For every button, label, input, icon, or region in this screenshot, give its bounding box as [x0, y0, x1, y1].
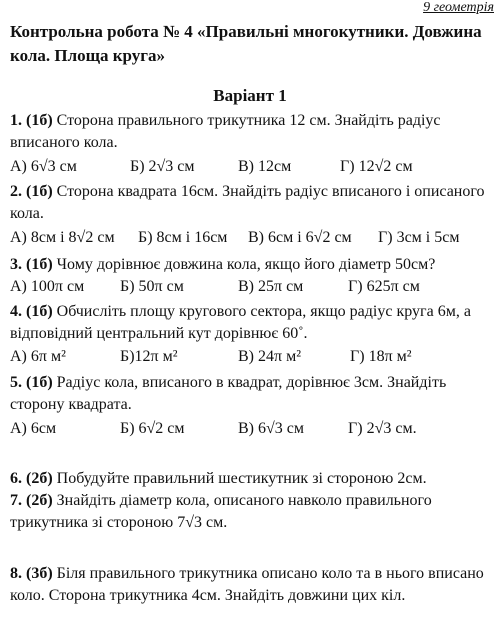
question-4: [10, 301, 492, 345]
answer-b: Б) 8см і 16см: [138, 229, 228, 246]
variant-heading: Варіант 1: [213, 86, 287, 105]
question-text: Біля правильного трикутника описано коло та в нього вписано коло. Сторона трикутника 4см. Знайдіть довжини цих кіл.: [10, 565, 484, 604]
answer-v: В) 6√3 см: [238, 420, 305, 437]
question-8: [10, 563, 492, 607]
question-number: 4. (1б): [10, 303, 53, 320]
answer-v: В) 6см і 6√2 см: [248, 229, 352, 246]
question-3: [10, 254, 492, 276]
question-text: Сторона квадрата 16см. Знайдіть радіус вписаного і описаного кола.: [10, 183, 485, 222]
answers-1: [10, 158, 498, 180]
answer-a: А) 6см: [10, 420, 57, 437]
answer-b: Б)12π м²: [120, 348, 178, 365]
test-title: Контрольна робота № 4 «Правильні многокутники. Довжина кола. Площа круга»: [10, 22, 482, 65]
answer-v: В) 25π см: [238, 278, 304, 295]
question-1: [10, 110, 492, 154]
question-7: [10, 490, 492, 534]
answers-2: [10, 229, 498, 251]
question-text: Обчисліть площу кругового сектора, якщо радіус круга 6м, а відповідний центральний кут дорівнює 60˚.: [10, 303, 471, 342]
grade-label: 9 геометрія: [423, 0, 494, 15]
question-number: 7. (2б): [10, 492, 53, 509]
answer-g: Г) 3см і 5см: [378, 229, 460, 246]
question-number: 8. (3б): [10, 565, 53, 582]
question-6: [10, 468, 492, 490]
answer-a: А) 6π м²: [10, 348, 66, 365]
answer-g: Г) 2√3 см.: [348, 420, 417, 437]
answer-a: А) 8см і 8√2 см: [10, 229, 115, 246]
answer-b: Б) 50π см: [120, 278, 184, 295]
answer-a: А) 6√3 см: [10, 158, 77, 175]
answer-g: Г) 18π м²: [350, 348, 412, 365]
question-number: 3. (1б): [10, 256, 53, 273]
answer-a: А) 100π см: [10, 278, 85, 295]
answers-4: [10, 348, 498, 370]
question-5: [10, 372, 492, 416]
question-text: Побудуйте правильний шестикутник зі стороною 2см.: [56, 470, 427, 487]
answers-5: [10, 420, 498, 442]
question-number: 5. (1б): [10, 374, 53, 391]
question-text: Чому дорівнює довжина кола, якщо його діаметр 50см?: [56, 256, 436, 273]
question-2: [10, 181, 492, 225]
answer-v: В) 12см: [238, 158, 292, 175]
question-number: 2. (1б): [10, 183, 53, 200]
question-text: Радіус кола, вписаного в квадрат, дорівнює 3см. Знайдіть сторону квадрата.: [10, 374, 447, 413]
question-text: Сторона правильного трикутника 12 см. Знайдіть радіус вписаного кола.: [10, 112, 441, 151]
question-number: 1. (1б): [10, 112, 53, 129]
answer-b: Б) 2√3 см: [130, 158, 195, 175]
question-number: 6. (2б): [10, 470, 53, 487]
answer-g: Г) 625π см: [348, 278, 420, 295]
answer-b: Б) 6√2 см: [120, 420, 185, 437]
answer-v: В) 24π м²: [238, 348, 301, 365]
question-text: Знайдіть діаметр кола, описаного навколо правильного трикутника зі стороною 7√3 см.: [10, 492, 432, 531]
answers-3: [10, 278, 498, 300]
answer-g: Г) 12√2 см: [340, 158, 413, 175]
